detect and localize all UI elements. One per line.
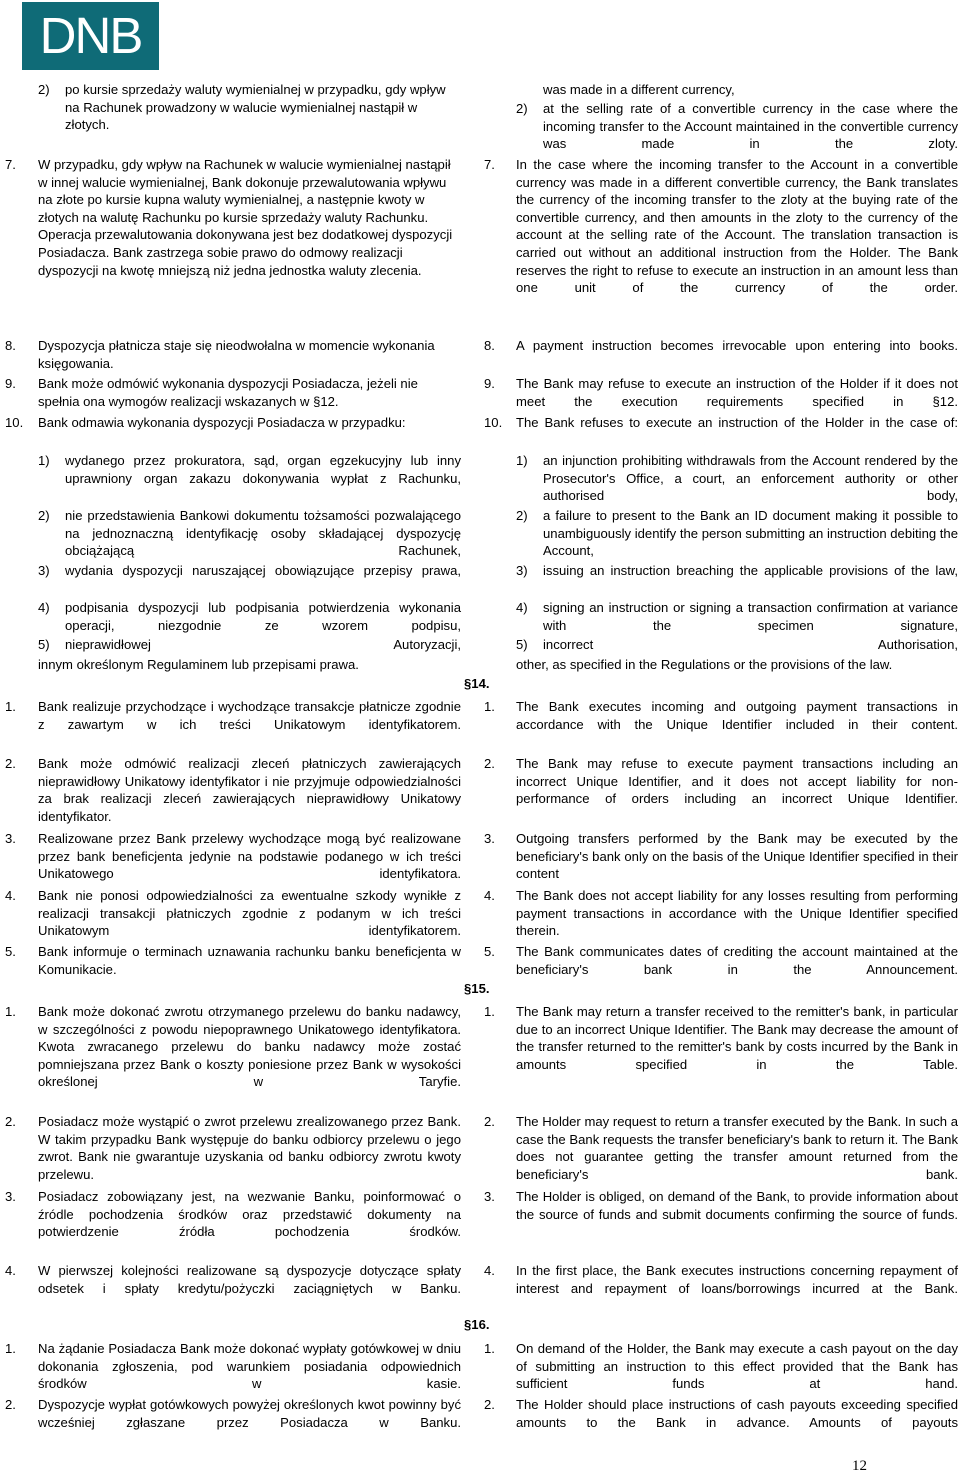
item-number: 4) [38, 600, 50, 615]
item-text: po kursie sprzedaży waluty wymienialnej w przypadku, gdy wpływ na Rachunek prowadzony w walucie wymienialnej nastąpił w złotych. [65, 82, 446, 133]
item-text: wydanego przez prokuratora, sąd, organ egzekucyjny lub inny uprawniony organ zakazu dokonywania wypłat z Rachunku, [65, 453, 461, 486]
item-number: 9. [484, 376, 495, 391]
left-paragraph [5, 656, 458, 674]
right-paragraph [484, 414, 958, 449]
item-text: podpisania dyspozycji lub podpisania potwierdzenia wykonania operacji, niezgodnie ze wzorem podpisu, [65, 600, 461, 633]
item-number: 10. [484, 415, 503, 430]
item-text: Realizowane przez Bank przelewy wychodzące mogą być realizowane przez bank beneficjenta jedynie na podstawie podanego w ich treści Unikatowego identyfikatora. [38, 831, 461, 882]
right-paragraph [484, 1188, 958, 1241]
item-number: 8. [5, 338, 16, 353]
left-paragraph [5, 1396, 461, 1449]
item-text: a failure to present to the Bank an ID document making it possible to unambiguously identify the person submitting an instruction debiting the Account, [543, 508, 958, 559]
right-paragraph [484, 755, 958, 825]
right-paragraph [516, 562, 958, 597]
item-text: The Bank may return a transfer received to the remitter's bank, in particular due to an incorrect Unique Identifier. The Bank may decrease the amount of the transfer returned to the remitter's bank by costs incurred by the Bank in amounts specified in the Table. [516, 1004, 958, 1072]
left-paragraph [5, 698, 461, 751]
item-text: nieprawidłowej Autoryzacji, [65, 637, 461, 652]
item-text: Na żądanie Posiadacza Bank może dokonać wypłaty gotówkowej w dniu dokonania zgłoszenia, pod warunkiem posiadania odpowiednich środków w kasie. [38, 1341, 461, 1392]
item-text: The Holder may request to return a transfer executed by the Bank. In such a case the Bank requests the transfer beneficiary's bank to return it. The Bank does not guarantee getting the transfer amount returned from the beneficiary's bank. [516, 1114, 958, 1182]
item-number: 5) [38, 637, 50, 652]
left-paragraph [5, 1262, 461, 1315]
item-text: Dyspozycje wypłat gotówkowych powyżej określonych kwot powinny być wcześniej zgłaszane przez Posiadacza w Banku. [38, 1397, 461, 1430]
item-text: other, as specified in the Regulations or the provisions of the law. [516, 657, 893, 672]
item-number: 5. [5, 944, 16, 959]
item-number: 2. [484, 1114, 495, 1129]
item-text: The Bank executes incoming and outgoing payment transactions in accordance with the Unique Identifier included in their content. [516, 699, 958, 732]
left-paragraph [38, 81, 458, 134]
item-text: Posiadacz zobowiązany jest, na wezwanie Banku, poinformować o źródle pochodzenia środków oraz przedstawić dokumenty na potwierdzenie źródła pochodzenia środków. [38, 1189, 461, 1240]
item-text: The Bank refuses to execute an instruction of the Holder in the case of: [516, 415, 958, 430]
left-paragraph [5, 375, 458, 410]
item-number: 2. [5, 1397, 16, 1412]
item-text: was made in a different currency, [543, 82, 735, 97]
item-number: 1. [484, 1341, 495, 1356]
item-text: signing an instruction or signing a transaction confirmation at variance with the specimen signature, [543, 600, 958, 633]
item-text: W pierwszej kolejności realizowane są dyspozycje dotyczące spłaty odsetek i spłaty kredytu/pożyczki zaciągniętych w Banku. [38, 1263, 461, 1296]
right-paragraph [484, 698, 958, 751]
item-number: 1. [5, 699, 16, 714]
left-paragraph [38, 452, 461, 505]
left-paragraph [38, 562, 461, 597]
item-text: Posiadacz może wystąpić o zwrot przelewu zrealizowanego przez Bank. W takim przypadku Bank występuje do banku odbiorcy przelewu o jego zwrot. Bank nie gwarantuje uzyskania od banku odbiorcy zwrotu kwoty przelewu. [38, 1114, 461, 1182]
item-text: innym określonym Regulaminem lub przepisami prawa. [38, 657, 359, 672]
item-number: 1. [484, 1004, 495, 1019]
item-text: The Bank does not accept liability for any losses resulting from performing payment transactions in accordance with the Unique Identifier specified therein. [516, 888, 958, 939]
item-text: Bank nie ponosi odpowiedzialności za ewentualne szkody wynikłe z realizacji transakcji płatniczych zgodnie z podanym w ich treści Unikatowym identyfikatorem. [38, 888, 461, 939]
item-text: W przypadku, gdy wpływ na Rachunek w walucie wymienialnej nastąpił w innej walucie wymienialnej, Bank dokonuje przewalutowania wpływu na złote po kursie kupna waluty wymienialnej, a następnie kwoty w złotych na walutę Rachunku po kursie sprzedaży waluty Rachunku. Operacja przewalutowania dokonywana jest bez dodatkowej dyspozycji Posiadacza. Bank zastrzega sobie prawo do odmowy realizacji dyspozycji na kwotę mniejszą niż jedna jednostka waluty zlecenia. [38, 157, 453, 278]
item-text: On demand of the Holder, the Bank may execute a cash payout on the day of submitting an instruction to this effect provided that the Bank has sufficient funds at hand. [516, 1341, 958, 1392]
left-paragraph [5, 1188, 461, 1258]
left-paragraph [5, 337, 458, 372]
item-text: wydania dyspozycji naruszającej obowiązujące przepisy prawa, [65, 563, 461, 578]
item-text: an injunction prohibiting withdrawals from the Account rendered by the Prosecutor's Office, a court, an enforcement authority or other authorised body, [543, 453, 958, 504]
item-text: nie przedstawienia Bankowi dokumentu tożsamości pozwalającego na jednoznaczną identyfikację osoby składającej dyspozycję obciążającą Rachunek, [65, 508, 461, 559]
right-paragraph [484, 1262, 958, 1315]
item-number: 1) [38, 453, 50, 468]
item-text: Dyspozycja płatnicza staje się nieodwołalna w momencie wykonania księgowania. [38, 338, 435, 371]
item-number: 2) [516, 101, 528, 116]
left-paragraph [5, 943, 461, 996]
item-text: In the first place, the Bank executes instructions concerning repayment of interest and repayment of loans/borrowings incurred at the Bank. [516, 1263, 958, 1296]
item-number: 2) [38, 82, 50, 97]
section-heading-15: §15. [464, 981, 490, 996]
item-number: 2. [484, 1397, 495, 1412]
item-text: The Bank communicates dates of crediting the account maintained at the beneficiary's bank in the Announcement. [516, 944, 958, 977]
item-text: The Holder is obliged, on demand of the Bank, to provide information about the source of funds and submit documents confirming the source of funds. [516, 1189, 958, 1222]
right-paragraph [484, 1396, 958, 1449]
item-number: 8. [484, 338, 495, 353]
item-number: 4. [5, 1263, 16, 1278]
item-number: 10. [5, 415, 24, 430]
item-text: Outgoing transfers performed by the Bank may be executed by the beneficiary's bank only on the basis of the Unique Identifier specified in their content [516, 831, 958, 882]
right-paragraph [484, 1003, 958, 1091]
item-number: 3. [5, 831, 16, 846]
item-text: The Bank may refuse to execute an instruction of the Holder if it does not meet the execution requirements specified in §12. [516, 376, 958, 409]
item-text: Bank informuje o terminach uznawania rachunku banku beneficjenta w Komunikacie. [38, 944, 461, 977]
item-text: A payment instruction becomes irrevocable upon entering into books. [516, 338, 958, 353]
logo-text: DNB [39, 7, 142, 64]
right-paragraph [484, 337, 958, 372]
item-number: 2. [484, 756, 495, 771]
item-text: Bank realizuje przychodzące i wychodzące transakcje płatnicze zgodnie z zawartym w ich treści Unikatowym identyfikatorem. [38, 699, 461, 732]
item-number: 3. [5, 1189, 16, 1204]
left-paragraph [5, 156, 458, 279]
page-number: 12 [852, 1458, 867, 1474]
item-number: 3) [516, 563, 528, 578]
item-number: 4. [484, 1263, 495, 1278]
item-text: The Bank may refuse to execute payment transactions including an incorrect Unique Identifier, and it does not accept liability for non-performance of orders including an incorrect Unique Identifier. [516, 756, 958, 807]
item-text: In the case where the incoming transfer to the Account in a convertible currency was made in a different convertible currency, the Bank translates the currency of the incoming transfer to the zloty at the buying rate of the convertible currency, and then amounts in the zloty to the currency of the account at the selling rate of the Account. The translation transaction is carried out without an additional instruction from the Holder. The Bank reserves the right to refuse to execute an instruction in an amount less than one unit of the currency of the order. [516, 157, 958, 296]
left-paragraph [5, 1003, 461, 1109]
item-number: 1. [484, 699, 495, 714]
item-number: 1. [5, 1341, 16, 1356]
section-heading-16: §16. [464, 1317, 490, 1332]
right-paragraph [543, 81, 958, 99]
section-heading-14: §14. [464, 676, 490, 691]
right-paragraph [484, 156, 958, 314]
item-text: Bank odmawia wykonania dyspozycji Posiadacza w przypadku: [38, 415, 406, 430]
item-number: 2) [516, 508, 528, 523]
item-number: 2) [38, 508, 50, 523]
item-number: 1) [516, 453, 528, 468]
item-number: 5) [516, 637, 528, 652]
item-number: 4. [484, 888, 495, 903]
item-text: The Holder should place instructions of cash payouts exceeding specified amounts to the Bank in advance. Amounts of payouts [516, 1397, 958, 1430]
item-text: Bank może dokonać zwrotu otrzymanego przelewu do banku nadawcy, w szczególności z powodu niepoprawnego Unikatowego identyfikatora. Kwota zwracanego przelewu do banku nadawcy może zostać pomniejszana przez Bank o koszty poniesione przez Bank w wysokości określonej w Taryfie. [38, 1004, 461, 1090]
item-number: 3. [484, 831, 495, 846]
item-number: 4. [5, 888, 16, 903]
item-number: 2. [5, 756, 16, 771]
right-paragraph [484, 656, 958, 674]
item-number: 1. [5, 1004, 16, 1019]
item-number: 5. [484, 944, 495, 959]
left-paragraph [5, 414, 458, 432]
item-text: Bank może odmówić wykonania dyspozycji Posiadacza, jeżeli nie spełnia ona wymogów realizacji wskazanych w §12. [38, 376, 418, 409]
item-text: Bank może odmówić realizacji zleceń płatniczych zawierających nieprawidłowy Unikatowy identyfikator i nie przyjmuje odpowiedzialności za brak realizacji zleceń zawierających nieprawidłowy Unikatowy identyfikator. [38, 756, 461, 824]
dnb-logo [22, 2, 159, 70]
item-number: 7. [484, 157, 495, 172]
item-number: 3) [38, 563, 50, 578]
item-number: 3. [484, 1189, 495, 1204]
item-text: issuing an instruction breaching the applicable provisions of the law, [543, 563, 958, 578]
item-text: at the selling rate of a convertible currency in the case where the incoming transfer to the Account maintained in the convertible currency was made in the zloty. [543, 101, 958, 152]
item-number: 2. [5, 1114, 16, 1129]
item-text: incorrect Authorisation, [543, 637, 958, 652]
item-number: 4) [516, 600, 528, 615]
item-number: 9. [5, 376, 16, 391]
item-number: 7. [5, 157, 16, 172]
right-paragraph [484, 943, 958, 996]
